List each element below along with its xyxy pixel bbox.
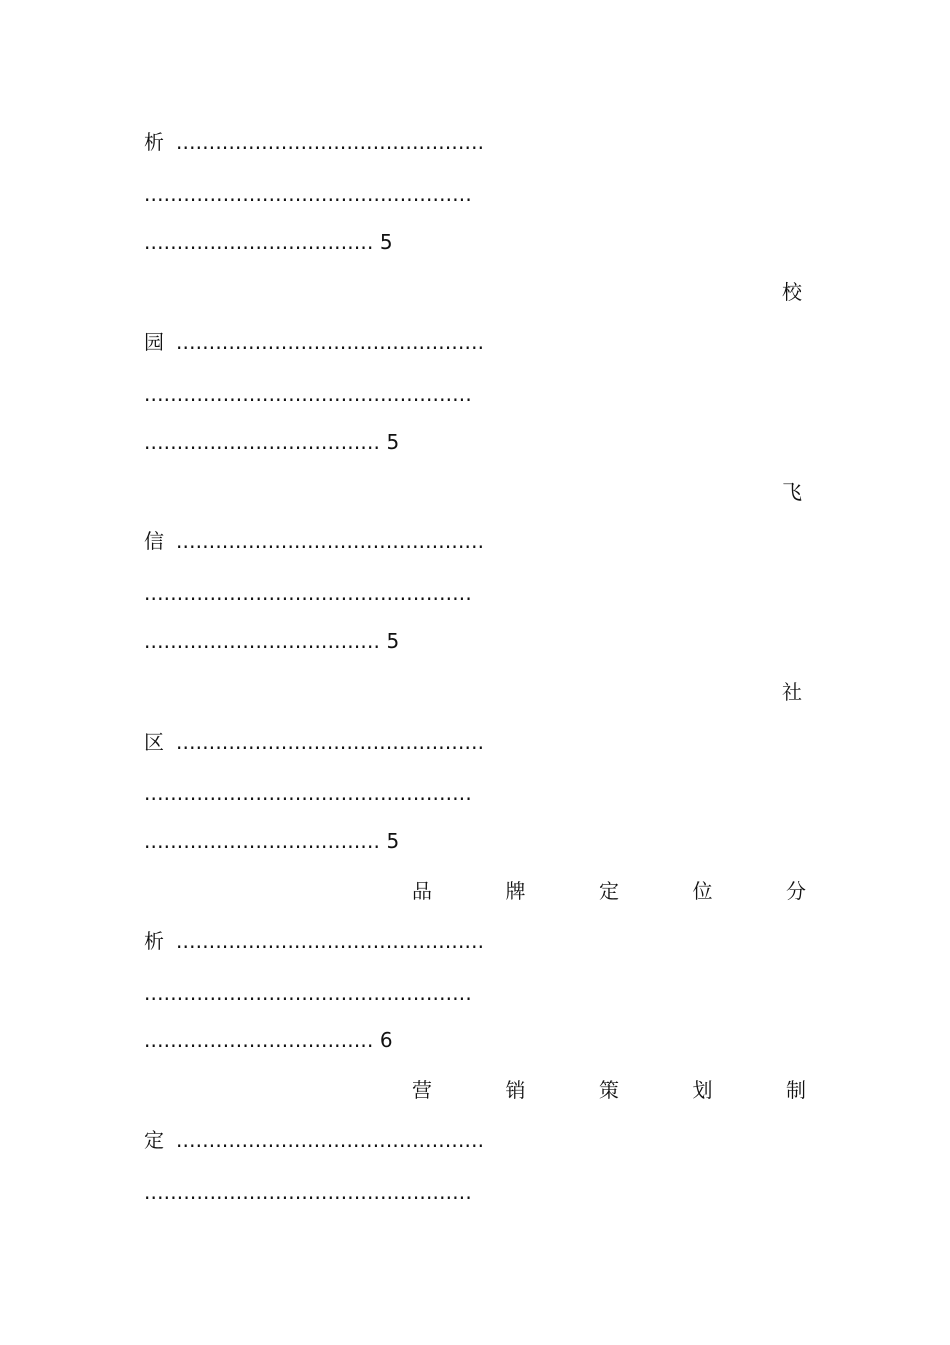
toc-heading-char: 牌 <box>505 879 526 903</box>
toc-heading-char: 飞 <box>782 480 802 504</box>
toc-entry-line <box>144 581 472 605</box>
dot-leader: ............................................... <box>176 529 485 553</box>
toc-entry-line <box>144 629 399 653</box>
page-number: 5 <box>386 430 400 454</box>
toc-heading-char: 社 <box>782 680 802 704</box>
toc-heading-char: 分 <box>786 879 806 903</box>
toc-heading-char: 销 <box>505 1078 526 1102</box>
toc-heading-spread <box>412 879 806 903</box>
page-number: 5 <box>379 230 393 254</box>
toc-entry-lead: 园 <box>144 330 164 354</box>
toc-entry-line <box>144 330 484 354</box>
toc-heading-char: 策 <box>599 1078 619 1102</box>
dot-leader: .................................... <box>144 829 381 853</box>
toc-entry-lead: 区 <box>144 730 164 754</box>
toc-entry-line <box>144 182 472 206</box>
dot-leader: ............................................... <box>176 130 485 154</box>
dot-leader: ................................... <box>144 1028 374 1052</box>
dot-leader: ............................................... <box>176 1128 485 1152</box>
page-number: 6 <box>379 1028 393 1052</box>
toc-entry-line <box>144 382 472 406</box>
toc-entry-line <box>144 230 393 254</box>
toc-heading-char: 校 <box>782 280 802 304</box>
dot-leader: .................................................. <box>144 1180 472 1204</box>
toc-entry-line <box>144 730 484 754</box>
toc-entry-line <box>144 430 399 454</box>
dot-leader: .................................................. <box>144 382 472 406</box>
toc-entry-line <box>144 981 472 1005</box>
toc-heading-char: 制 <box>786 1078 806 1102</box>
toc-entry-line <box>144 829 399 853</box>
toc-heading-spread <box>412 1078 806 1102</box>
dot-leader: ............................................... <box>176 330 485 354</box>
toc-heading-char: 品 <box>412 879 432 903</box>
dot-leader: .................................................. <box>144 182 472 206</box>
dot-leader: .................................................. <box>144 781 472 805</box>
toc-entry-line <box>144 1028 393 1052</box>
toc-heading-char: 营 <box>412 1078 432 1102</box>
toc-entry-line <box>144 130 484 154</box>
dot-leader: .................................... <box>144 629 381 653</box>
toc-entry-line <box>144 929 484 953</box>
dot-leader: .................................................. <box>144 981 472 1005</box>
dot-leader: .................................... <box>144 430 381 454</box>
toc-entry-line <box>144 1128 484 1152</box>
toc-entry-lead: 信 <box>144 529 164 553</box>
page-number: 5 <box>386 629 400 653</box>
toc-entry-line <box>144 529 484 553</box>
toc-entry-lead: 析 <box>144 929 164 953</box>
toc-entry-lead: 析 <box>144 130 164 154</box>
page-number: 5 <box>386 829 400 853</box>
dot-leader: .................................................. <box>144 581 472 605</box>
toc-entry-line <box>144 1180 472 1204</box>
dot-leader: ............................................... <box>176 929 485 953</box>
dot-leader: ................................... <box>144 230 374 254</box>
dot-leader: ............................................... <box>176 730 485 754</box>
toc-entry-line <box>144 781 472 805</box>
toc-heading-char: 定 <box>599 879 619 903</box>
toc-entry-lead: 定 <box>144 1128 164 1152</box>
toc-heading-char: 位 <box>692 879 713 903</box>
toc-heading-char: 划 <box>692 1078 713 1102</box>
